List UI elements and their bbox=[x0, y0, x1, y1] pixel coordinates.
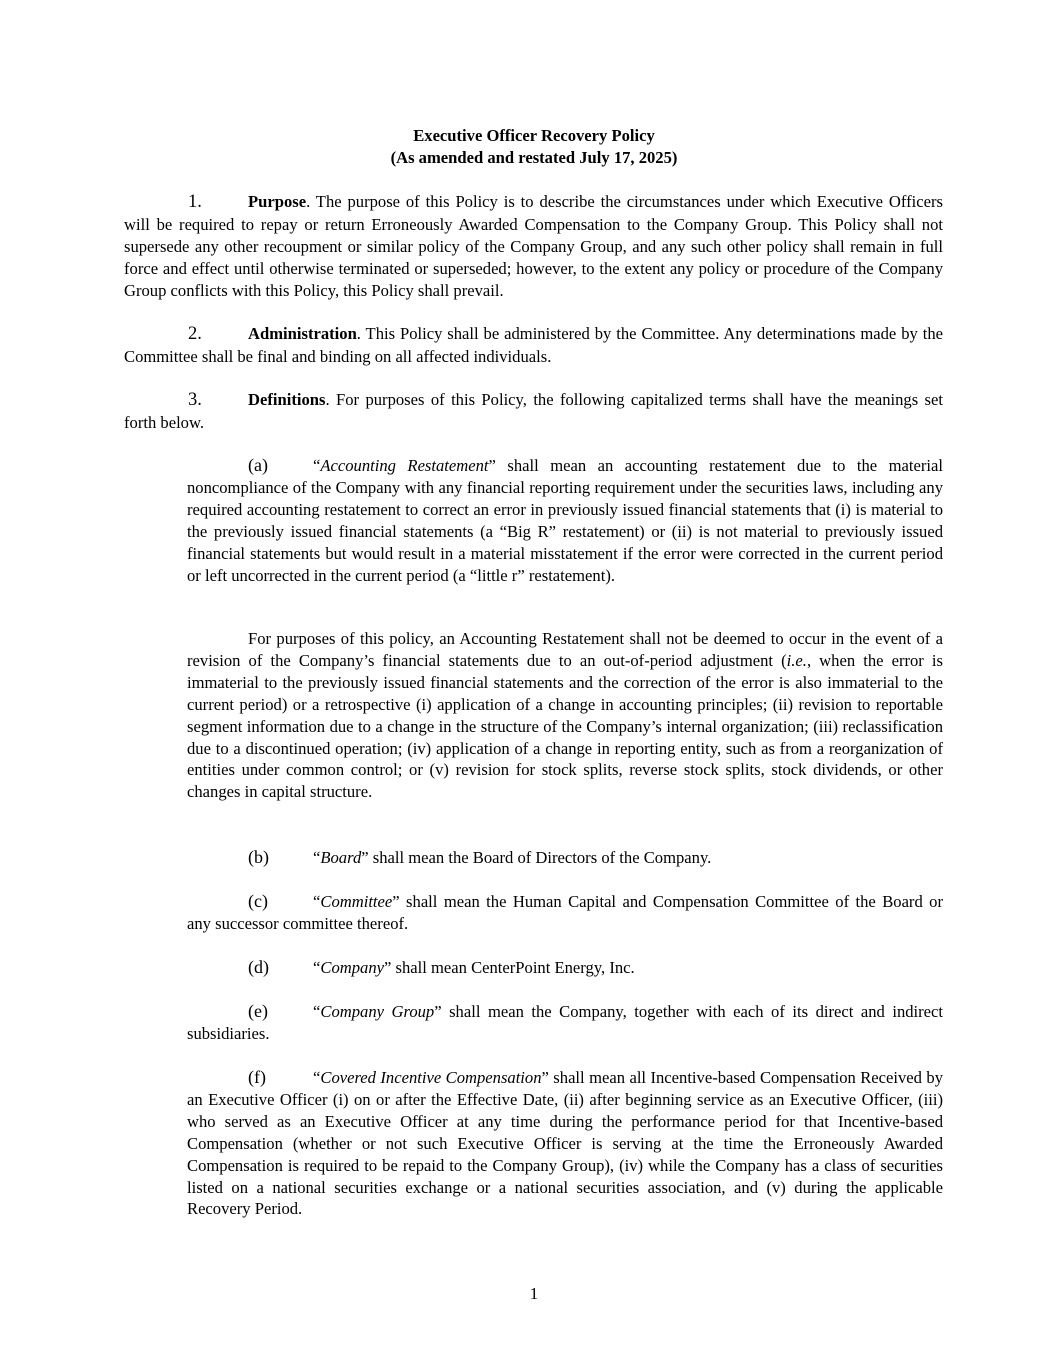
definition-board bbox=[187, 847, 943, 869]
definition-label: (b) bbox=[248, 847, 269, 867]
ie-abbreviation: i.e. bbox=[786, 650, 807, 670]
definition-label: (f) bbox=[248, 1067, 266, 1087]
quote-mark: “ bbox=[313, 848, 321, 867]
definition-covered-incentive-compensation bbox=[187, 1067, 943, 1220]
quote-mark: “ bbox=[313, 1002, 321, 1021]
section-heading: Administration bbox=[248, 324, 357, 343]
definition-text: ” shall mean the Board of Directors of the Company. bbox=[361, 848, 712, 867]
definition-text: ” shall mean all Incentive-based Compensation Received by an Executive Officer (i) on or after the Effective Date, (ii) after beginning service as an Executive Officer, (iii) who served as an Executive Officer at any time during the performance period for that Incentive-based Compensation (whether or not such Executive Officer is serving at the time the Erroneously Awarded Compensation is required to be repaid to the Company Group), (iv) while the Company has a class of securities listed on a national securities exchange or a national securities association, and (v) during the applicable Recovery Period. bbox=[187, 1068, 943, 1219]
definition-text: ” shall mean the Human Capital and Compensation Committee of the Board or any successor committee thereof. bbox=[187, 892, 943, 933]
definition-text: ” shall mean the Company, together with each of its direct and indirect subsidiaries. bbox=[187, 1002, 944, 1043]
section-purpose bbox=[124, 191, 943, 302]
definition-term: Company Group bbox=[320, 1002, 435, 1021]
quote-mark: “ bbox=[313, 456, 321, 475]
definition-term: Board bbox=[320, 848, 362, 867]
section-heading: Definitions bbox=[248, 390, 326, 409]
quote-mark: “ bbox=[313, 892, 321, 911]
definition-text: ” shall mean CenterPoint Energy, Inc. bbox=[383, 958, 635, 977]
definition-term: Company bbox=[320, 958, 384, 977]
quote-mark: “ bbox=[313, 958, 321, 977]
definition-label: (d) bbox=[248, 957, 269, 977]
definition-text: , when the error is immaterial to the previously issued financial statements and the correction of the error is also immaterial to the current period) or a retrospective (i) application of a change in accounting principles; (ii) revision to reportable segment information due to a change in the structure of the Company’s internal organization; (iii) reclassification due to a discontinued operation; (iv) application of a change in reporting entity, such as from a reorganization of entities under common control; or (v) revision for stock splits, reverse stock splits, stock dividends, or other changes in capital structure. bbox=[187, 650, 943, 802]
section-text: . This Policy shall be administered by the Committee. Any determinations made by the Committee shall be final and binding on all affected individuals. bbox=[124, 324, 943, 366]
definition-term: Accounting Restatement bbox=[320, 456, 489, 475]
section-text: . For purposes of this Policy, the following capitalized terms shall have the meanings set forth below. bbox=[124, 390, 943, 432]
definition-accounting-restatement-continued bbox=[187, 628, 943, 803]
definition-label: (c) bbox=[248, 891, 268, 911]
definition-committee bbox=[187, 891, 943, 935]
quote-mark: “ bbox=[313, 1068, 321, 1087]
definition-company bbox=[187, 957, 943, 979]
definition-term: Covered Incentive Compensation bbox=[320, 1068, 542, 1087]
definition-text: For purposes of this policy, an Accounting Restatement shall not be deemed to occur in the event of a revision of the Company’s financial statements due to an out-of-period adjustment ( bbox=[187, 629, 943, 670]
document-subtitle: (As amended and restated July 17, 2025) bbox=[390, 148, 678, 167]
section-text: . The purpose of this Policy is to describe the circumstances under which Executive Officers will be required to repay or return Erroneously Awarded Compensation to the Company Group. This Policy shall not supersede any other recoupment or similar policy of the Company Group, and any such other policy shall remain in full force and effect until otherwise terminated or superseded; however, to the extent any policy or procedure of the Company Group conflicts with this Policy, this Policy shall prevail. bbox=[124, 192, 943, 300]
definition-label: (e) bbox=[248, 1001, 268, 1021]
definition-accounting-restatement bbox=[187, 455, 943, 586]
definition-company-group bbox=[187, 1001, 943, 1045]
section-administration bbox=[124, 323, 943, 368]
section-number: 3. bbox=[188, 390, 202, 410]
definition-label: (a) bbox=[248, 455, 268, 475]
document-title: Executive Officer Recovery Policy bbox=[413, 126, 655, 145]
definition-text: ” shall mean an accounting restatement due to the material noncompliance of the Company with any financial reporting requirement under the securities laws, including any required accounting restatement to correct an error in previously issued financial statements that (i) is material to the previously issued financial statements (a “Big R” restatement) or (ii) is not material to previously issued financial statements but would result in a material misstatement if the error were corrected in the current period or left uncorrected in the current period (a “little r” restatement). bbox=[187, 456, 943, 585]
page-number: 1 bbox=[529, 1284, 539, 1303]
definition-term: Committee bbox=[320, 892, 393, 911]
section-number: 2. bbox=[188, 324, 202, 344]
section-definitions bbox=[124, 389, 943, 434]
section-heading: Purpose bbox=[248, 192, 307, 211]
section-number: 1. bbox=[188, 192, 202, 212]
